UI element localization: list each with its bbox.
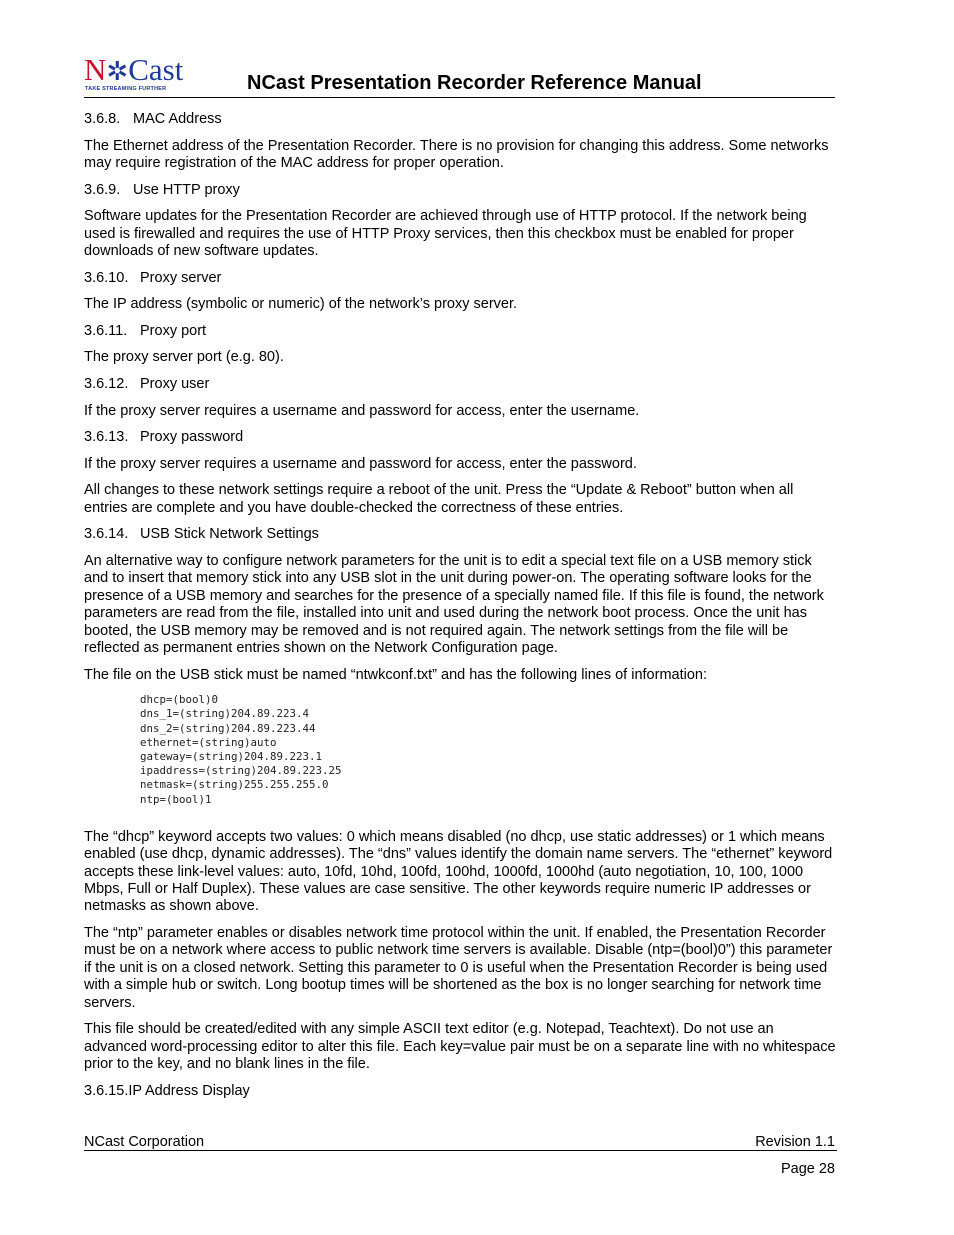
section-heading-ip-display xyxy=(84,1083,836,1100)
paragraph: If the proxy server requires a username and password for access, enter the username. xyxy=(84,402,640,419)
document-title: NCast Presentation Recorder Reference Manual xyxy=(247,72,702,94)
paragraph: All changes to these network settings require a reboot of the unit. Press the “Update & Reboot” button when all entries are complete and you have double-checked the correctness of these entries. xyxy=(84,482,794,516)
paragraph: The Ethernet address of the Presentation Recorder. There is no provision for changing this address. Some networks may require registration of the MAC address for proper operation. xyxy=(84,137,829,171)
code-line: ipaddress=(string)204.89.223.25 xyxy=(140,764,342,778)
section-heading-proxy-password xyxy=(84,429,836,446)
footer-company: NCast Corporation xyxy=(84,1134,205,1150)
section-number: 3.6.8. xyxy=(84,111,121,127)
code-line: ntp=(bool)1 xyxy=(140,792,212,806)
ncast-logo xyxy=(84,52,184,94)
code-line: gateway=(string)204.89.223.1 xyxy=(140,749,323,763)
section-title: Proxy user xyxy=(140,375,210,392)
section-number: 3.6.11. xyxy=(84,322,128,339)
section-title: USB Stick Network Settings xyxy=(140,526,319,543)
paragraph: An alternative way to configure network parameters for the unit is to edit a special text file on a USB memory stick and to insert that memory stick into any USB slot in the unit during power-on. The operating software looks for the presence of a USB memory and searches for the presence of a specially named file. If this file is found, the network parameters are read from the file, installed into unit and used during the network boot process. Once the unit has booted, the USB memory may be removed and is not required again. The network settings from the file will be reflected as permanent entries shown on the Network Configuration page. xyxy=(84,552,824,656)
section-number: 3.6.14. xyxy=(84,526,129,543)
section-number: 3.6.12. xyxy=(84,375,129,392)
footer-revision: Revision 1.1 xyxy=(755,1134,835,1150)
logo-tagline: TAKE STREAMING FURTHER xyxy=(85,86,167,92)
code-line: dns_1=(string)204.89.223.4 xyxy=(140,707,310,721)
paragraph: The IP address (symbolic or numeric) of the network’s proxy server. xyxy=(84,296,518,313)
page-footer xyxy=(84,1134,837,1151)
page-header xyxy=(84,52,835,98)
section-title: Proxy port xyxy=(140,322,207,339)
paragraph: This file should be created/edited with any simple ASCII text editor (e.g. Notepad, Teachtext). Do not use an advanced word-processing editor to alter this file. Each key=value pair must be on a separate line with no whitespace prior to the key, and no blank lines in the file. xyxy=(84,1021,836,1073)
code-line: netmask=(string)255.255.255.0 xyxy=(140,778,329,792)
logo-wordmark: N✲Cast xyxy=(84,52,184,87)
section-number: 3.6.10. xyxy=(84,269,129,286)
section-title: Use HTTP proxy xyxy=(133,181,240,198)
code-line: ethernet=(string)auto xyxy=(140,735,277,749)
section-heading-proxy-user xyxy=(84,376,836,393)
section-title: Proxy server xyxy=(140,269,222,286)
section-number: 3.6.15. xyxy=(84,1082,129,1099)
paragraph: The “ntp” parameter enables or disables network time protocol within the unit. If enabled, the Presentation Recorder must be on a network where access to public network time servers is available. Disable (ntp=(bool)0”) this parameter if the unit is on a closed network. Setting this parameter to 0 is useful when the Presentation Recorder is being used with a simple hub or switch. Long bootup times will be shortened as the box is no longer searching for network time servers. xyxy=(84,925,833,1011)
section-number: 3.6.13. xyxy=(84,429,129,446)
paragraph: The file on the USB stick must be named “ntwkconf.txt” and has the following lines of information: xyxy=(84,666,707,683)
paragraph: The proxy server port (e.g. 80). xyxy=(84,349,284,366)
code-line: dhcp=(bool)0 xyxy=(140,693,219,707)
section-title: MAC Address xyxy=(133,111,222,127)
paragraph: The “dhcp” keyword accepts two values: 0 which means disabled (no dhcp, use static addresses) or 1 which means enabled (use dhcp, dynamic addresses). The “dns” values identify the domain name servers. The “ethernet” keyword accepts these link-level values: auto, 10fd, 10hd, 100fd, 100hd, 1000fd, 1000hd (auto negotiation, 10, 100, 1000 Mbps, Full or Half Duplex). These values are case sensitive. The other keywords require numeric IP addresses or netmasks as shown above. xyxy=(84,828,833,915)
section-heading-proxy-server xyxy=(84,270,836,287)
section-heading-mac xyxy=(84,111,836,128)
document-body xyxy=(84,111,836,1109)
section-title: IP Address Display xyxy=(128,1082,250,1099)
paragraph: If the proxy server requires a username and password for access, enter the password. xyxy=(84,455,637,472)
section-heading-usb xyxy=(84,526,836,543)
paragraph: Software updates for the Presentation Recorder are achieved through use of HTTP protocol. If the network being used is firewalled and requires the use of HTTP Proxy services, then this checkbox must be enabled for proper downloads of new software updates. xyxy=(84,208,807,259)
config-file-listing xyxy=(140,693,836,807)
section-title: Proxy password xyxy=(140,429,244,446)
section-number: 3.6.9. xyxy=(84,181,121,198)
section-heading-proxy-port xyxy=(84,323,836,340)
code-line: dns_2=(string)204.89.223.44 xyxy=(140,721,316,735)
page-number: Page 28 xyxy=(780,1161,835,1177)
section-heading-http-proxy xyxy=(84,182,836,199)
